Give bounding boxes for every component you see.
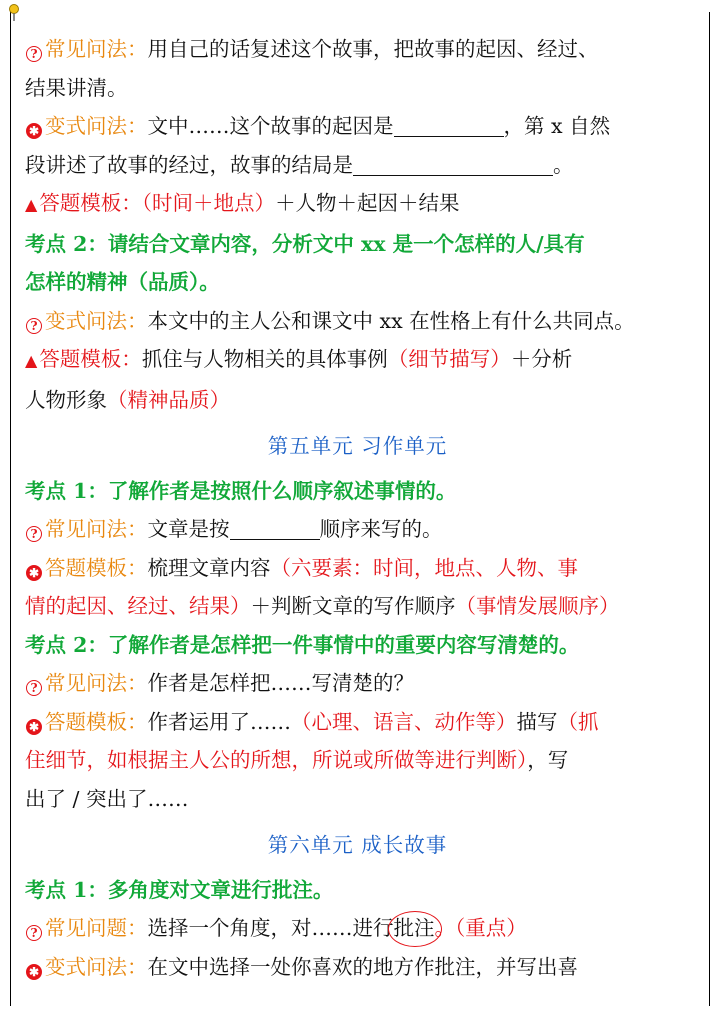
text-line	[25, 225, 690, 264]
text-run: （心理、语言、动作等）	[291, 709, 517, 734]
pushpin-icon	[7, 4, 21, 26]
text-run: 抓住与人物相关的具体事例	[141, 347, 388, 371]
text-run: 常见问法：	[45, 517, 148, 541]
text-line	[25, 69, 690, 108]
circled-keyword: 批注	[394, 909, 435, 948]
text-run: ＋人物＋起因＋结果	[275, 191, 460, 215]
triangle-icon: ▲	[25, 351, 38, 370]
text-run: 。（重点）	[434, 916, 527, 940]
text-line	[25, 340, 690, 381]
text-run: 答题模板：	[39, 347, 142, 371]
text-run: 文章是按	[147, 517, 230, 541]
document-body	[25, 30, 690, 986]
question-circle-icon: ?	[26, 318, 42, 334]
text-run: （精神品质）	[107, 387, 230, 412]
text-run: ，写	[527, 748, 569, 772]
text-run: 。	[553, 152, 574, 177]
text-run: 常见问法：	[45, 37, 148, 61]
text-run: 第六单元 成长故事	[267, 833, 448, 857]
text-line	[25, 741, 690, 780]
text-run: ，第 x 自然	[503, 114, 611, 138]
text-run: （事情发展顺序）	[455, 594, 620, 618]
text-run: 答题模板：（时间＋地点）	[39, 191, 276, 215]
text-run: ＋判断文章的写作顺序	[250, 594, 456, 618]
text-line	[25, 871, 690, 910]
text-run: 变式问法：	[45, 308, 148, 333]
text-run: 结果讲清。	[25, 75, 128, 100]
text-line	[25, 626, 690, 665]
text-run: 考点 1：多角度对文章进行批注。	[25, 877, 334, 902]
text-line	[25, 472, 690, 511]
text-line	[25, 780, 690, 819]
text-run: 人物形象	[25, 387, 107, 412]
text-run: 出了 / 突出了……	[25, 786, 189, 811]
fill-in-blank	[353, 151, 553, 176]
text-run: 选择一个角度，对……进行	[147, 916, 394, 940]
text-run: 考点 2：请结合文章内容，分析文中 xx 是一个怎样的人/具有	[25, 231, 585, 256]
question-circle-icon: ?	[26, 680, 42, 696]
text-run: 变式问法：	[45, 954, 148, 979]
triangle-icon: ▲	[25, 195, 38, 214]
text-run: （六要素：时间，地点、人物、事	[270, 555, 578, 580]
asterisk-circle-icon: ✱	[26, 565, 42, 581]
question-circle-icon: ?	[26, 46, 42, 62]
section-heading	[25, 826, 690, 865]
text-run: 作者是怎样把……写清楚的？	[147, 671, 414, 695]
text-line	[25, 909, 690, 948]
text-run: 情的起因、经过、结果）	[25, 594, 251, 618]
text-line	[25, 146, 690, 185]
text-line	[25, 664, 690, 703]
asterisk-circle-icon: ✱	[26, 719, 42, 735]
text-line	[25, 703, 690, 742]
text-run: 住细节，如根据主人公的所想，所说或所做等进行判断）	[25, 748, 528, 772]
text-run: 段讲述了故事的经过，故事的结局是	[25, 152, 353, 177]
bottom-wavy-border	[10, 1000, 710, 1008]
text-line	[25, 510, 690, 549]
text-run: 考点 2：了解作者是怎样把一件事情中的重要内容写清楚的。	[25, 632, 580, 657]
text-run: 在文中选择一处你喜欢的地方作批注，并写出喜	[147, 954, 578, 979]
text-line	[25, 587, 690, 626]
asterisk-circle-icon: ✱	[26, 964, 42, 980]
text-run: 文中……这个故事的起因是	[147, 114, 394, 138]
text-run: 怎样的精神（品质）。	[25, 270, 220, 294]
text-run: （抓	[557, 709, 599, 734]
text-run: 答题模板：	[45, 555, 148, 580]
text-line	[25, 263, 690, 302]
text-run: 顺序来写的。	[319, 517, 443, 541]
text-run: 本文中的主人公和课文中 xx 在性格上有什么共同点。	[147, 308, 635, 333]
fill-in-blank	[394, 112, 504, 137]
question-circle-icon: ?	[26, 526, 42, 542]
question-circle-icon: ?	[26, 925, 42, 941]
text-run: 答题模板：	[45, 709, 148, 734]
text-run: 用自己的话复述这个故事，把故事的起因、经过、	[147, 37, 599, 61]
text-line	[25, 381, 690, 420]
text-run: 梳理文章内容	[147, 555, 271, 580]
section-heading	[25, 427, 690, 466]
text-run: 变式问法：	[45, 114, 148, 138]
text-run: 常见问题：	[45, 916, 148, 940]
text-run: 第五单元 习作单元	[267, 434, 448, 458]
text-run: 作者运用了……	[147, 709, 291, 734]
text-run: 描写	[516, 709, 558, 734]
text-line	[25, 549, 690, 588]
text-line	[25, 107, 690, 146]
text-line	[25, 184, 690, 225]
asterisk-circle-icon: ✱	[26, 123, 42, 139]
text-run: ＋分析	[510, 347, 573, 371]
text-line	[25, 30, 690, 69]
text-line	[25, 302, 690, 341]
text-run: （细节描写）	[387, 347, 511, 371]
text-run: 常见问法：	[45, 671, 148, 695]
fill-in-blank	[230, 515, 320, 540]
text-line	[25, 948, 690, 987]
text-run: 考点 1：了解作者是按照什么顺序叙述事情的。	[25, 478, 457, 503]
